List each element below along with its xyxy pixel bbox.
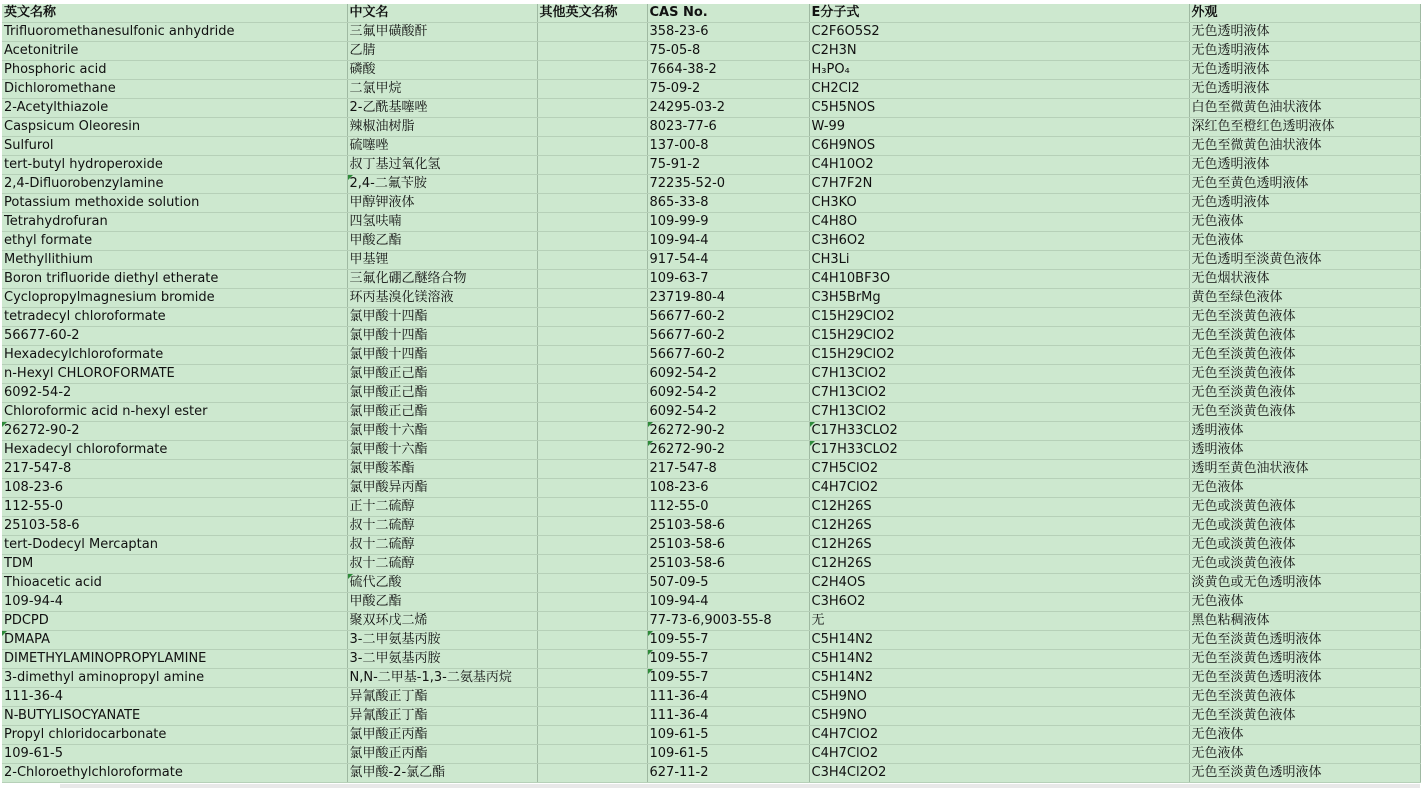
table-cell[interactable]: 72235-52-0 [647, 175, 809, 194]
table-cell[interactable]: 217-547-8 [647, 460, 809, 479]
table-cell[interactable]: Potassium methoxide solution [2, 194, 347, 213]
table-cell[interactable] [537, 403, 647, 422]
table-row [2, 251, 1420, 270]
table-cell[interactable]: 无色液体 [1189, 745, 1420, 764]
table-cell[interactable]: H₃PO₄ [809, 61, 1189, 80]
table-cell[interactable]: 叔十二硫醇 [347, 536, 537, 555]
table-cell[interactable]: 25103-58-6 [2, 517, 347, 536]
table-cell[interactable]: 137-00-8 [647, 137, 809, 156]
table-cell[interactable]: C6H9NOS [809, 137, 1189, 156]
table-cell[interactable]: 无色透明液体 [1189, 80, 1420, 99]
table-cell[interactable]: 23719-80-4 [647, 289, 809, 308]
table-cell[interactable]: 三氟化硼乙醚络合物 [347, 270, 537, 289]
table-cell[interactable] [537, 308, 647, 327]
table-cell[interactable]: 无色至淡黄色液体 [1189, 308, 1420, 327]
table-cell[interactable]: 109-63-7 [647, 270, 809, 289]
table-cell[interactable]: 3-二甲氨基丙胺 [347, 650, 537, 669]
column-header[interactable]: 英文名称 [2, 4, 347, 23]
table-cell[interactable]: 氯甲酸十四酯 [347, 308, 537, 327]
table-cell[interactable]: C3H4Cl2O2 [809, 764, 1189, 783]
table-cell[interactable]: tetradecyl chloroformate [2, 308, 347, 327]
table-cell[interactable]: 甲基锂 [347, 251, 537, 270]
table-row [2, 175, 1420, 194]
table-row [2, 137, 1420, 156]
table-cell[interactable]: 109-55-7 [647, 650, 809, 669]
table-cell[interactable]: 2,4-Difluorobenzylamine [2, 175, 347, 194]
table-cell[interactable]: 6092-54-2 [2, 384, 347, 403]
table-cell[interactable]: PDCPD [2, 612, 347, 631]
table-cell[interactable]: 358-23-6 [647, 23, 809, 42]
table-cell[interactable]: 无色透明液体 [1189, 156, 1420, 175]
table-row [2, 156, 1420, 175]
table-row [2, 213, 1420, 232]
table-cell[interactable]: 77-73-6,9003-55-8 [647, 612, 809, 631]
table-cell[interactable]: Hexadecyl chloroformate [2, 441, 347, 460]
table-cell[interactable]: 507-09-5 [647, 574, 809, 593]
table-row [2, 574, 1420, 593]
table-cell[interactable] [537, 365, 647, 384]
table-row [2, 498, 1420, 517]
table-cell[interactable] [537, 213, 647, 232]
table-cell[interactable]: 26272-90-2 [647, 441, 809, 460]
table-cell[interactable]: C3H6O2 [809, 232, 1189, 251]
column-header[interactable]: CAS No. [647, 4, 809, 23]
table-cell[interactable]: 聚双环戊二烯 [347, 612, 537, 631]
table-cell[interactable]: C2F6O5S2 [809, 23, 1189, 42]
table-cell[interactable]: 25103-58-6 [647, 517, 809, 536]
table-cell[interactable]: C3H6O2 [809, 593, 1189, 612]
table-cell[interactable]: Phosphoric acid [2, 61, 347, 80]
table-cell[interactable] [537, 612, 647, 631]
column-header[interactable]: 其他英文名称 [537, 4, 647, 23]
table-cell[interactable]: 硫代乙酸 [347, 574, 537, 593]
table-cell[interactable]: 无色烟状液体 [1189, 270, 1420, 289]
table-cell[interactable] [537, 384, 647, 403]
table-cell[interactable]: 2-乙酰基噻唑 [347, 99, 537, 118]
table-cell[interactable]: C15H29ClO2 [809, 346, 1189, 365]
table-cell[interactable]: 25103-58-6 [647, 555, 809, 574]
table-cell[interactable]: 无色至淡黄色液体 [1189, 707, 1420, 726]
table-cell[interactable]: 无色或淡黄色液体 [1189, 517, 1420, 536]
table-cell[interactable]: 无色透明液体 [1189, 61, 1420, 80]
table-cell[interactable]: 透明至黄色油状液体 [1189, 460, 1420, 479]
table-cell[interactable]: 109-61-5 [647, 726, 809, 745]
table-cell[interactable]: 75-91-2 [647, 156, 809, 175]
table-cell[interactable]: Chloroformic acid n-hexyl ester [2, 403, 347, 422]
table-cell[interactable]: 环丙基溴化镁溶液 [347, 289, 537, 308]
table-cell[interactable]: C5H9NO [809, 707, 1189, 726]
table-cell[interactable]: 氯甲酸正己酯 [347, 384, 537, 403]
table-cell[interactable]: Cyclopropylmagnesium bromide [2, 289, 347, 308]
table-cell[interactable]: C7H13ClO2 [809, 384, 1189, 403]
table-cell[interactable] [537, 669, 647, 688]
table-cell[interactable]: 磷酸 [347, 61, 537, 80]
table-cell[interactable] [537, 498, 647, 517]
table-cell[interactable]: 叔十二硫醇 [347, 517, 537, 536]
table-row [2, 707, 1420, 726]
table-cell[interactable] [537, 156, 647, 175]
table-cell[interactable]: 叔十二硫醇 [347, 555, 537, 574]
table-cell[interactable] [537, 61, 647, 80]
table-cell[interactable]: Tetrahydrofuran [2, 213, 347, 232]
table-row [2, 688, 1420, 707]
table-cell[interactable]: 无色至淡黄色液体 [1189, 688, 1420, 707]
table-cell[interactable]: 异氰酸正丁酯 [347, 688, 537, 707]
table-cell[interactable] [537, 99, 647, 118]
table-cell[interactable]: 氯甲酸异丙酯 [347, 479, 537, 498]
table-cell[interactable] [537, 555, 647, 574]
column-header[interactable]: E分子式 [809, 4, 1189, 23]
table-cell[interactable]: 正十二硫醇 [347, 498, 537, 517]
table-cell[interactable] [537, 631, 647, 650]
table-row [2, 612, 1420, 631]
table-row [2, 23, 1420, 42]
table-cell[interactable]: 无色液体 [1189, 593, 1420, 612]
table-cell[interactable]: 108-23-6 [647, 479, 809, 498]
table-row [2, 42, 1420, 61]
table-cell[interactable] [537, 194, 647, 213]
table-cell[interactable] [537, 327, 647, 346]
table-row [2, 80, 1420, 99]
table-cell[interactable]: 2-Chloroethylchloroformate [2, 764, 347, 783]
table-cell[interactable]: 四氢呋喃 [347, 213, 537, 232]
table-cell[interactable]: C2H3N [809, 42, 1189, 61]
table-cell[interactable]: C12H26S [809, 517, 1189, 536]
table-cell[interactable] [537, 574, 647, 593]
table-cell[interactable]: 56677-60-2 [647, 308, 809, 327]
table-cell[interactable]: C7H13ClO2 [809, 403, 1189, 422]
table-cell[interactable]: C15H29ClO2 [809, 327, 1189, 346]
table-cell[interactable]: C12H26S [809, 555, 1189, 574]
table-cell[interactable]: C5H14N2 [809, 669, 1189, 688]
table-cell[interactable] [537, 346, 647, 365]
table-row [2, 289, 1420, 308]
table-row [2, 194, 1420, 213]
column-header[interactable]: 外观 [1189, 4, 1420, 23]
table-cell[interactable]: 111-36-4 [2, 688, 347, 707]
horizontal-scroll-track[interactable] [60, 784, 1420, 788]
table-cell[interactable]: 无色至淡黄色透明液体 [1189, 631, 1420, 650]
table-row [2, 517, 1420, 536]
table-cell[interactable]: 透明液体 [1189, 422, 1420, 441]
table-cell[interactable]: 109-55-7 [647, 669, 809, 688]
table-cell[interactable]: Acetonitrile [2, 42, 347, 61]
table-cell[interactable]: 56677-60-2 [647, 346, 809, 365]
table-cell[interactable]: 甲酸乙酯 [347, 232, 537, 251]
table-cell[interactable]: 氯甲酸-2-氯乙酯 [347, 764, 537, 783]
table-cell[interactable] [537, 479, 647, 498]
table-cell[interactable]: Hexadecylchloroformate [2, 346, 347, 365]
table-cell[interactable]: C15H29ClO2 [809, 308, 1189, 327]
table-cell[interactable]: 3-二甲氨基丙胺 [347, 631, 537, 650]
table-cell[interactable]: 109-61-5 [2, 745, 347, 764]
table-cell[interactable]: Trifluoromethanesulfonic anhydride [2, 23, 347, 42]
table-row [2, 726, 1420, 745]
table-cell[interactable]: 氯甲酸正丙酯 [347, 745, 537, 764]
table-cell[interactable]: W-99 [809, 118, 1189, 137]
table-cell[interactable]: CH3KO [809, 194, 1189, 213]
table-cell[interactable]: C4H7ClO2 [809, 745, 1189, 764]
table-cell[interactable]: 75-09-2 [647, 80, 809, 99]
table-cell[interactable]: C5H5NOS [809, 99, 1189, 118]
table-cell[interactable]: 淡黄色或无色透明液体 [1189, 574, 1420, 593]
table-cell[interactable]: 26272-90-2 [2, 422, 347, 441]
table-cell[interactable]: 无色至淡黄色透明液体 [1189, 650, 1420, 669]
table-cell[interactable]: 无色或淡黄色液体 [1189, 498, 1420, 517]
table-cell[interactable]: DIMETHYLAMINOPROPYLAMINE [2, 650, 347, 669]
header-row [2, 4, 1420, 23]
table-row [2, 536, 1420, 555]
table-cell[interactable] [537, 422, 647, 441]
table-cell[interactable]: 56677-60-2 [647, 327, 809, 346]
table-cell[interactable]: 硫噻唑 [347, 137, 537, 156]
table-cell[interactable]: 75-05-8 [647, 42, 809, 61]
table-cell[interactable]: 109-94-4 [647, 593, 809, 612]
table-cell[interactable]: 108-23-6 [2, 479, 347, 498]
table-cell[interactable]: 56677-60-2 [2, 327, 347, 346]
table-cell[interactable] [537, 707, 647, 726]
table-row [2, 422, 1420, 441]
table-cell[interactable] [537, 764, 647, 783]
table-cell[interactable]: Thioacetic acid [2, 574, 347, 593]
table-cell[interactable]: 无色液体 [1189, 232, 1420, 251]
table-cell[interactable]: ethyl formate [2, 232, 347, 251]
table-cell[interactable]: 深红色至橙红色透明液体 [1189, 118, 1420, 137]
table-cell[interactable]: 111-36-4 [647, 707, 809, 726]
table-row [2, 460, 1420, 479]
table-row [2, 99, 1420, 118]
table-cell[interactable]: tert-butyl hydroperoxide [2, 156, 347, 175]
table-cell[interactable] [537, 80, 647, 99]
table-cell[interactable] [537, 460, 647, 479]
table-cell[interactable]: 氯甲酸十六酯 [347, 441, 537, 460]
table-cell[interactable]: CH2Cl2 [809, 80, 1189, 99]
table-row [2, 593, 1420, 612]
table-cell[interactable]: C12H26S [809, 498, 1189, 517]
table-cell[interactable]: 112-55-0 [2, 498, 347, 517]
table-cell[interactable]: 白色至微黄色油状液体 [1189, 99, 1420, 118]
table-cell[interactable] [537, 536, 647, 555]
table-cell[interactable] [537, 726, 647, 745]
table-cell[interactable]: 甲酸乙酯 [347, 593, 537, 612]
table-cell[interactable]: C4H8O [809, 213, 1189, 232]
table-cell[interactable]: 917-54-4 [647, 251, 809, 270]
table-cell[interactable]: 无色至淡黄色液体 [1189, 403, 1420, 422]
table-cell[interactable] [537, 42, 647, 61]
table-cell[interactable]: 7664-38-2 [647, 61, 809, 80]
table-cell[interactable]: 无色至淡黄色液体 [1189, 384, 1420, 403]
table-cell[interactable]: C7H7F2N [809, 175, 1189, 194]
table-cell[interactable]: 辣椒油树脂 [347, 118, 537, 137]
table-cell[interactable] [537, 688, 647, 707]
table-cell[interactable]: 无 [809, 612, 1189, 631]
table-cell[interactable]: 111-36-4 [647, 688, 809, 707]
table-cell[interactable]: 2-Acetylthiazole [2, 99, 347, 118]
table-cell[interactable]: C5H9NO [809, 688, 1189, 707]
table-cell[interactable]: 无色或淡黄色液体 [1189, 536, 1420, 555]
table-cell[interactable]: Boron trifluoride diethyl etherate [2, 270, 347, 289]
table-cell[interactable]: N-BUTYLISOCYANATE [2, 707, 347, 726]
table-cell[interactable]: C17H33CLO2 [809, 422, 1189, 441]
table-cell[interactable]: 112-55-0 [647, 498, 809, 517]
table-row [2, 346, 1420, 365]
table-cell[interactable]: C4H10O2 [809, 156, 1189, 175]
table-cell[interactable]: 氯甲酸十四酯 [347, 346, 537, 365]
table-cell[interactable]: 25103-58-6 [647, 536, 809, 555]
table-cell[interactable]: 24295-03-2 [647, 99, 809, 118]
table-cell[interactable]: 无色液体 [1189, 479, 1420, 498]
table-cell[interactable]: 无色至淡黄色液体 [1189, 365, 1420, 384]
table-cell[interactable]: N,N-二甲基-1,3-二氨基丙烷 [347, 669, 537, 688]
table-row [2, 118, 1420, 137]
table-cell[interactable] [537, 137, 647, 156]
table-cell[interactable]: CH3Li [809, 251, 1189, 270]
table-cell[interactable]: tert-Dodecyl Mercaptan [2, 536, 347, 555]
data-table [2, 4, 1421, 783]
table-cell[interactable]: Sulfurol [2, 137, 347, 156]
table-row [2, 745, 1420, 764]
table-cell[interactable]: Dichloromethane [2, 80, 347, 99]
table-row [2, 384, 1420, 403]
table-cell[interactable] [537, 23, 647, 42]
table-cell[interactable]: 乙腈 [347, 42, 537, 61]
table-cell[interactable]: 865-33-8 [647, 194, 809, 213]
table-row [2, 479, 1420, 498]
table-row [2, 270, 1420, 289]
table-row [2, 650, 1420, 669]
table-cell[interactable]: C4H10BF3O [809, 270, 1189, 289]
table-cell[interactable]: 无色至淡黄色透明液体 [1189, 669, 1420, 688]
table-cell[interactable] [537, 745, 647, 764]
table-row [2, 308, 1420, 327]
table-cell[interactable]: C2H4OS [809, 574, 1189, 593]
table-cell[interactable]: 氯甲酸正丙酯 [347, 726, 537, 745]
table-cell[interactable]: C3H5BrMg [809, 289, 1189, 308]
table-cell[interactable]: 黑色粘稠液体 [1189, 612, 1420, 631]
table-cell[interactable]: 109-55-7 [647, 631, 809, 650]
table-cell[interactable]: C5H14N2 [809, 631, 1189, 650]
table-cell[interactable]: C4H7ClO2 [809, 479, 1189, 498]
table-row [2, 555, 1420, 574]
table-cell[interactable]: 异氰酸正丁酯 [347, 707, 537, 726]
table-cell[interactable]: 6092-54-2 [647, 384, 809, 403]
table-cell[interactable]: 二氯甲烷 [347, 80, 537, 99]
table-cell[interactable]: 无色或淡黄色液体 [1189, 555, 1420, 574]
table-cell[interactable]: C12H26S [809, 536, 1189, 555]
table-cell[interactable]: C17H33CLO2 [809, 441, 1189, 460]
table-cell[interactable]: 无色至淡黄色透明液体 [1189, 764, 1420, 783]
table-cell[interactable]: 109-61-5 [647, 745, 809, 764]
table-cell[interactable]: Methyllithium [2, 251, 347, 270]
table-row [2, 365, 1420, 384]
table-cell[interactable]: 3-dimethyl aminopropyl amine [2, 669, 347, 688]
table-cell[interactable]: C4H7ClO2 [809, 726, 1189, 745]
table-cell[interactable]: 无色透明液体 [1189, 23, 1420, 42]
table-cell[interactable]: 三氟甲磺酸酐 [347, 23, 537, 42]
table-row [2, 232, 1420, 251]
table-cell[interactable] [537, 118, 647, 137]
table-cell[interactable]: 无色至淡黄色液体 [1189, 327, 1420, 346]
table-cell[interactable]: Caspsicum Oleoresin [2, 118, 347, 137]
table-cell[interactable]: 氯甲酸苯酯 [347, 460, 537, 479]
table-cell[interactable]: 217-547-8 [2, 460, 347, 479]
table-cell[interactable]: 无色透明液体 [1189, 194, 1420, 213]
table-cell[interactable]: C7H5ClO2 [809, 460, 1189, 479]
table-cell[interactable]: 6092-54-2 [647, 403, 809, 422]
table-cell[interactable]: 叔丁基过氧化氢 [347, 156, 537, 175]
table-cell[interactable]: 无色透明液体 [1189, 42, 1420, 61]
table-cell[interactable]: 无色透明至淡黄色液体 [1189, 251, 1420, 270]
table-cell[interactable]: 氯甲酸正己酯 [347, 403, 537, 422]
table-row [2, 669, 1420, 688]
column-header[interactable]: 中文名 [347, 4, 537, 23]
table-cell[interactable]: 甲醇钾液体 [347, 194, 537, 213]
table-cell[interactable]: Propyl chloridocarbonate [2, 726, 347, 745]
table-cell[interactable]: TDM [2, 555, 347, 574]
table-cell[interactable]: 6092-54-2 [647, 365, 809, 384]
table-cell[interactable]: 无色液体 [1189, 213, 1420, 232]
table-cell[interactable]: 627-11-2 [647, 764, 809, 783]
table-cell[interactable]: 黄色至绿色液体 [1189, 289, 1420, 308]
table-cell[interactable] [537, 175, 647, 194]
table-cell[interactable]: 无色液体 [1189, 726, 1420, 745]
table-cell[interactable]: 透明液体 [1189, 441, 1420, 460]
table-cell[interactable]: 8023-77-6 [647, 118, 809, 137]
table-cell[interactable]: 109-99-9 [647, 213, 809, 232]
table-cell[interactable]: 氯甲酸十六酯 [347, 422, 537, 441]
table-cell[interactable]: 109-94-4 [647, 232, 809, 251]
table-cell[interactable]: C7H13ClO2 [809, 365, 1189, 384]
table-cell[interactable]: C5H14N2 [809, 650, 1189, 669]
table-cell[interactable] [537, 270, 647, 289]
table-cell[interactable]: 氯甲酸正己酯 [347, 365, 537, 384]
table-cell[interactable] [537, 650, 647, 669]
table-cell[interactable] [537, 593, 647, 612]
table-cell[interactable] [537, 289, 647, 308]
table-cell[interactable]: 无色至微黄色油状液体 [1189, 137, 1420, 156]
table-cell[interactable]: DMAPA [2, 631, 347, 650]
table-row [2, 764, 1420, 783]
table-cell[interactable]: 氯甲酸十四酯 [347, 327, 537, 346]
table-cell[interactable]: 无色至淡黄色液体 [1189, 346, 1420, 365]
table-cell[interactable]: n-Hexyl CHLOROFORMATE [2, 365, 347, 384]
table-cell[interactable]: 26272-90-2 [647, 422, 809, 441]
table-row [2, 403, 1420, 422]
table-row [2, 631, 1420, 650]
table-row [2, 441, 1420, 460]
table-cell[interactable]: 无色至黄色透明液体 [1189, 175, 1420, 194]
table-cell[interactable]: 2,4-二氟苄胺 [347, 175, 537, 194]
table-row [2, 61, 1420, 80]
table-cell[interactable] [537, 441, 647, 460]
table-cell[interactable] [537, 251, 647, 270]
table-row [2, 327, 1420, 346]
table-cell[interactable]: 109-94-4 [2, 593, 347, 612]
table-cell[interactable] [537, 517, 647, 536]
table-cell[interactable] [537, 232, 647, 251]
